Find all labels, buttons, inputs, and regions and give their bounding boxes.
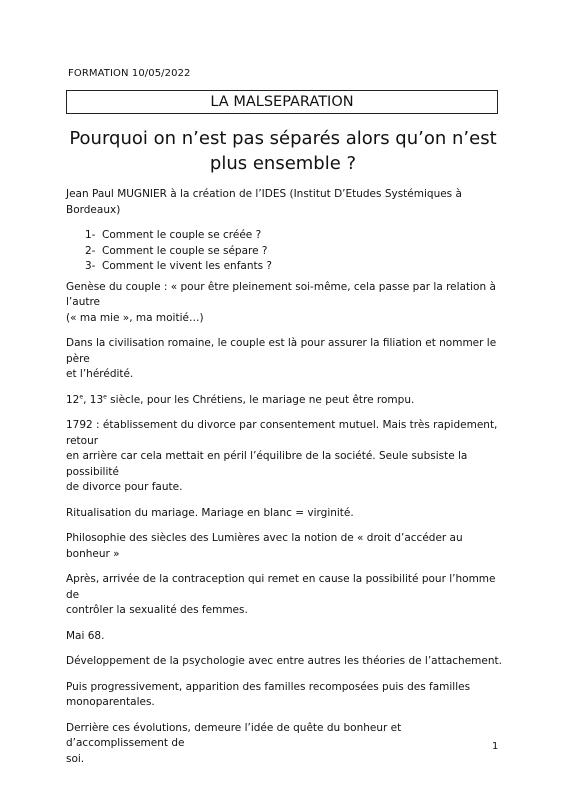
document-subtitle <box>66 126 500 176</box>
text-line: Après, arrivée de la contraception qui remet en cause la possibilité pour l’homme de <box>66 573 496 601</box>
subtitle-line: Pourquoi on n’est pas séparés alors qu’on n’est <box>69 128 497 149</box>
evolutions-paragraph <box>66 721 506 768</box>
text-line: Jean Paul MUGNIER à la création de l’IDES (Institut D’Etudes Systémiques à <box>66 188 462 200</box>
century-number: 12 <box>66 393 80 406</box>
text-line: (« ma mie », ma moitié…) <box>66 311 204 324</box>
list-item <box>85 259 506 275</box>
list-number: 2- <box>85 244 96 257</box>
ordinal-suffix: e <box>79 393 84 400</box>
text-line: Puis progressivement, apparition des familles recomposées puis des familles <box>66 680 471 693</box>
list-number: 3- <box>85 260 96 272</box>
formation-header: FORMATION 10/05/2022 <box>68 68 191 79</box>
lumieres-paragraph: Philosophie des siècles des Lumières avec la notion de « droit d’accéder au bonheur » <box>66 532 463 560</box>
text-line: Bordeaux) <box>66 203 121 216</box>
text-line: Genèse du couple : « pour être pleinement soi-même, cela passe par la relation à l’autre <box>66 280 496 308</box>
text-line: et l’hérédité. <box>66 368 134 380</box>
list-text: Comment le couple se créée ? <box>102 229 262 241</box>
questions-list <box>66 228 506 275</box>
century-number: 13 <box>89 393 104 406</box>
list-number: 1- <box>85 229 96 241</box>
ordinal-suffix: e <box>103 393 107 400</box>
text-line: Dans la civilisation romaine, le couple est là pour assurer la filiation et nommer le père <box>66 337 497 365</box>
ritualisation-paragraph: Ritualisation du mariage. Mariage en blanc = virginité. <box>66 506 354 519</box>
title-box <box>66 90 498 114</box>
text-line: de divorce pour faute. <box>66 481 183 493</box>
document-body <box>66 187 506 777</box>
subtitle-line: plus ensemble ? <box>209 153 357 174</box>
text-line: Derrière ces évolutions, demeure l’idée de quête du bonheur et d’accomplissement de <box>66 721 402 749</box>
text-line: 1792 : établissement du divorce par consentement mutuel. Mais très rapidement, retour <box>66 419 498 447</box>
romaine-paragraph <box>66 336 506 383</box>
page-number: 1 <box>492 741 499 752</box>
text-line: contrôler la sexualité des femmes. <box>66 604 248 616</box>
familles-paragraph <box>66 680 506 711</box>
divorce-paragraph <box>66 418 506 496</box>
psychologie-paragraph: Développement de la psychologie avec entre autres les théories de l’attachement. <box>66 655 502 667</box>
text-line: en arrière car cela mettait en péril l’équilibre de la société. Seule subsiste la possibilité <box>66 450 468 478</box>
list-item <box>85 228 506 244</box>
list-text: Comment le couple se sépare ? <box>102 244 268 257</box>
list-item <box>85 244 506 260</box>
contraception-paragraph <box>66 572 506 619</box>
document-title: LA MALSEPARATION <box>210 94 354 110</box>
text-line: monoparentales. <box>66 696 155 708</box>
mai68-paragraph: Mai 68. <box>66 629 105 642</box>
siecle-paragraph <box>66 393 506 409</box>
text-line: soi. <box>66 752 85 765</box>
list-text: Comment le vivent les enfants ? <box>102 260 272 272</box>
text-line: siècle, pour les Chrétiens, le mariage ne peut être rompu. <box>106 393 415 406</box>
intro-paragraph <box>66 187 506 218</box>
genese-paragraph <box>66 280 506 327</box>
separator-text: , <box>83 393 90 406</box>
